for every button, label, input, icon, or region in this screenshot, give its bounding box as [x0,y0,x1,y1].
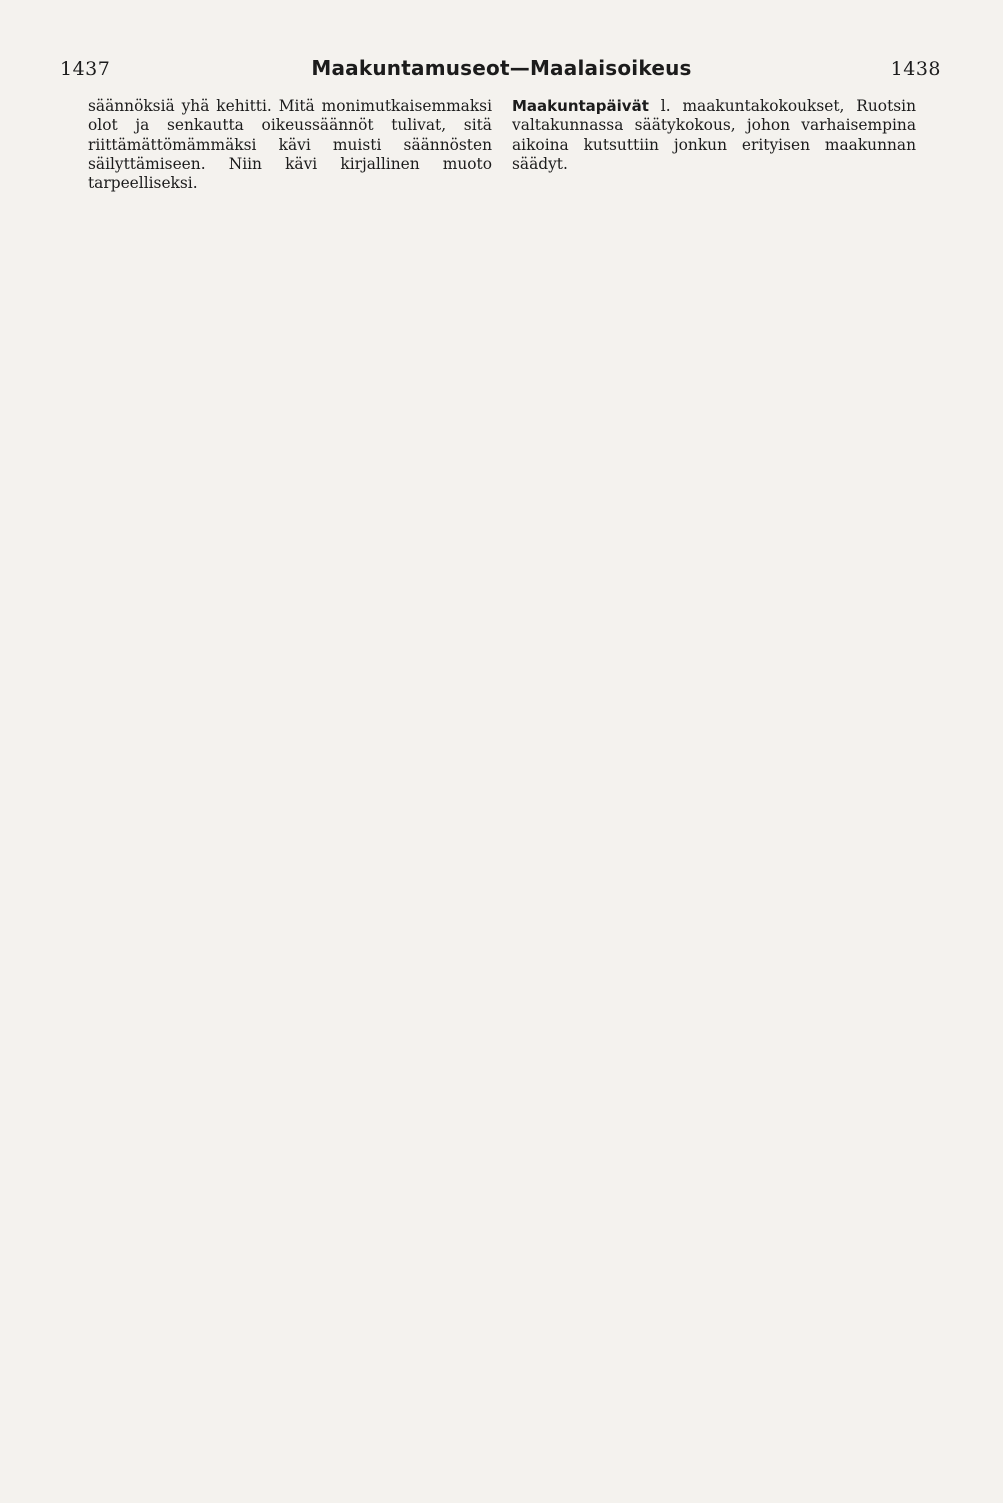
right-entry [512,97,916,174]
right-column [512,97,916,1477]
left-column [88,97,492,1477]
running-title: Maakuntamuseot—Maalaisoikeus [311,56,692,80]
page-number-right: 1438 [890,58,941,80]
page-header [0,58,1003,88]
entry-headword: Maakuntapäivät [512,97,649,115]
entry-text: l. maakuntakokoukset, Ruotsin valtakunnassa säätykokous, johon varhaisempina aikoina kutsuttiin jonkun erityisen maakunnan säädyt. [512,97,916,173]
left-paragraph: säännöksiä yhä kehitti. Mitä monimutkaisemmaksi olot ja senkautta oikeussäännöt tulivat, sitä riittämättömämmäksi kävi muisti säännösten säilyttämiseen. Niin kävi kirjallinen muoto tarpeelliseksi. [88,97,492,193]
page-number-left: 1437 [60,58,111,80]
